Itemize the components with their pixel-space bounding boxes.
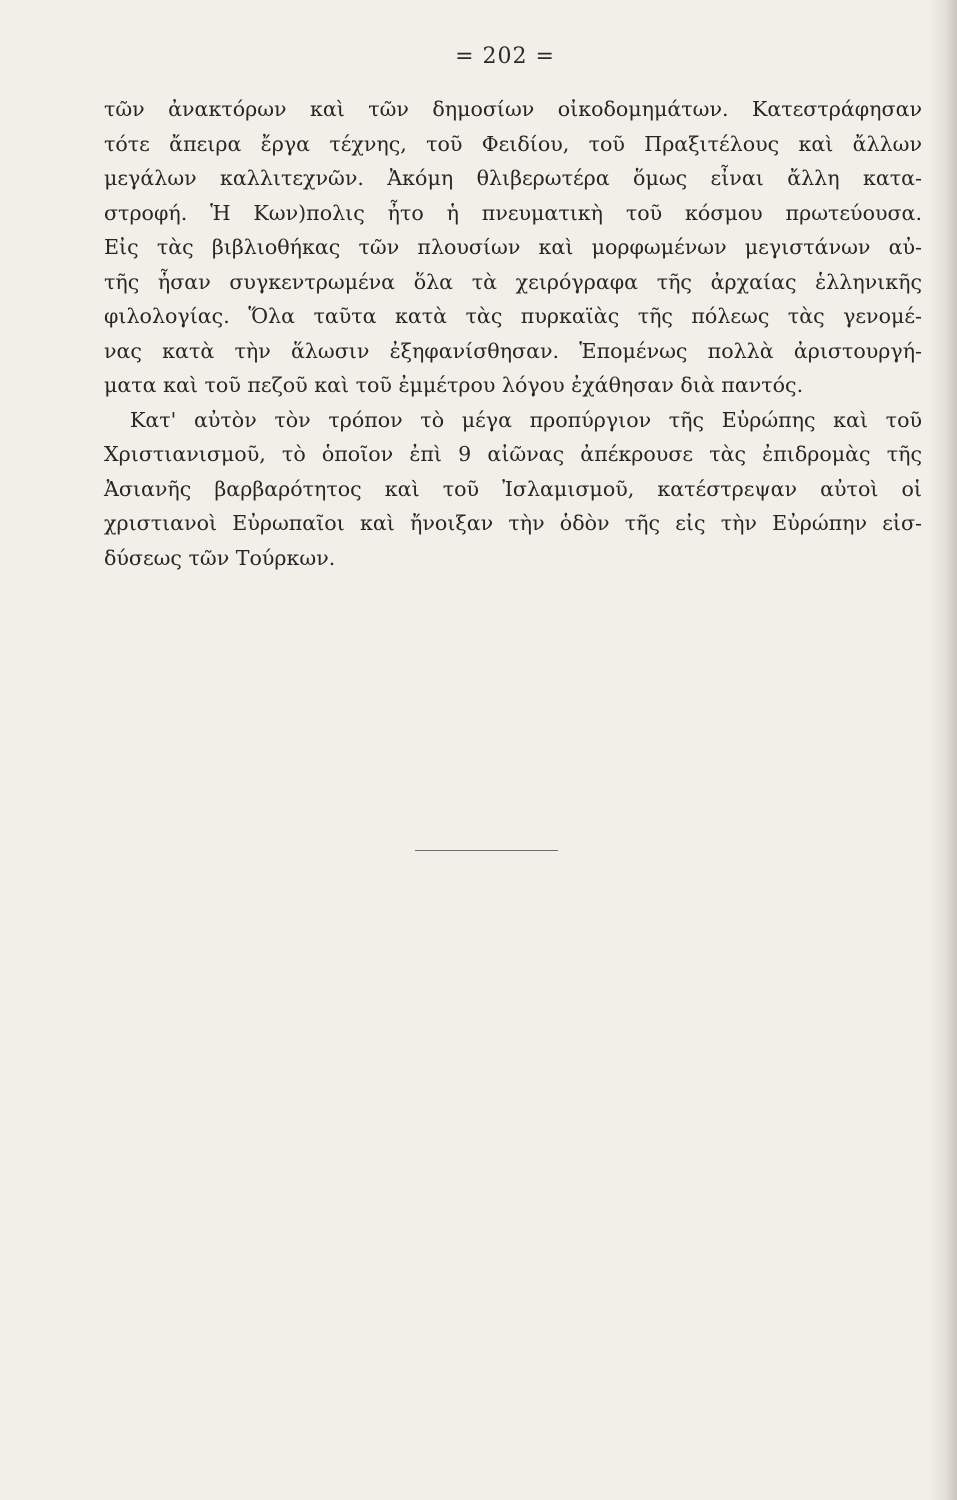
text-line: τότε ἄπειρα ἔργα τέχνης, τοῦ Φειδίου, τοῦ Πραξιτέλους καὶ ἄλλων xyxy=(104,131,922,156)
text-line: Εἰς τὰς βιβλιοθήκας τῶν πλουσίων καὶ μορφωμένων μεγιστάνων αὐ- xyxy=(104,235,922,259)
text-line: στροφή. Ἡ Κων)πολις ἦτο ἡ πνευματικὴ τοῦ κόσμου πρωτεύουσα. xyxy=(104,200,922,225)
body-text xyxy=(104,92,922,575)
section-divider-rule xyxy=(415,850,558,851)
text-line: φιλολογίας. Ὅλα ταῦτα κατὰ τὰς πυρκαϊὰς τῆς πόλεως τὰς γενομέ- xyxy=(104,304,922,328)
page-number: = 202 = xyxy=(455,44,555,69)
text-line: μεγάλων καλλιτεχνῶν. Ἀκόμη θλιβερωτέρα ὅμως εἶναι ἄλλη κατα- xyxy=(104,166,922,190)
text-line: Κατ' αὐτὸν τὸν τρόπον τὸ μέγα προπύργιον τῆς Εὐρώπης καὶ τοῦ xyxy=(130,407,922,432)
text-line: χριστιανοὶ Εὐρωπαῖοι καὶ ἤνοιξαν τὴν ὁδὸν τῆς εἰς τὴν Εὐρώπην εἰσ- xyxy=(104,511,922,535)
text-line: ματα καὶ τοῦ πεζοῦ καὶ τοῦ ἐμμέτρου λόγου ἐχάθησαν διὰ παντός. xyxy=(104,373,804,397)
text-line: Χριστιανισμοῦ, τὸ ὁποῖον ἐπὶ 9 αἰῶνας ἀπέκρουσε τὰς ἐπιδρομὰς τῆς xyxy=(104,442,922,466)
page-edge-shadow xyxy=(929,0,957,1500)
text-line: τῆς ἦσαν συγκεντρωμένα ὅλα τὰ χειρόγραφα τῆς ἀρχαίας ἑλληνικῆς xyxy=(104,269,922,294)
text-line: τῶν ἀνακτόρων καὶ τῶν δημοσίων οἰκοδομημάτων. Κατεστράφησαν xyxy=(104,97,922,121)
text-line: δύσεως τῶν Τούρκων. xyxy=(104,545,336,570)
text-line: Ἀσιανῆς βαρβαρότητος καὶ τοῦ Ἰσλαμισμοῦ, κατέστρεψαν αὐτοὶ οἱ xyxy=(104,476,922,501)
text-line: νας κατὰ τὴν ἅλωσιν ἐξηφανίσθησαν. Ἑπομένως πολλὰ ἀριστουργή- xyxy=(104,338,922,363)
